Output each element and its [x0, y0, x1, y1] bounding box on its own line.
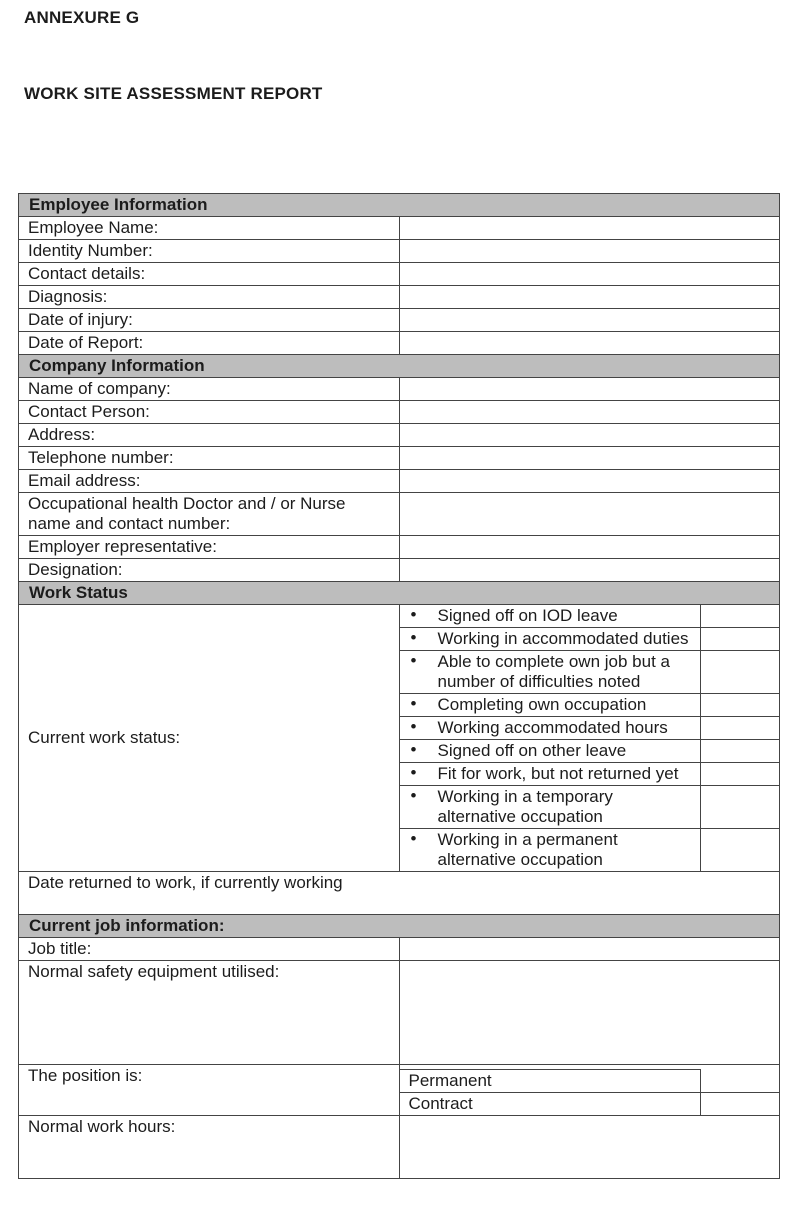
- safety-equipment-field[interactable]: [399, 961, 780, 1065]
- status-checkbox[interactable]: [701, 763, 780, 786]
- status-checkbox[interactable]: [701, 694, 780, 717]
- status-option: • Working in a permanent alternative occupation: [400, 829, 701, 872]
- field-label: Address:: [19, 424, 400, 447]
- safety-equipment-label: Normal safety equipment utilised:: [19, 961, 400, 1065]
- status-checkbox[interactable]: [701, 717, 780, 740]
- section-heading-job: Current job information:: [19, 915, 780, 938]
- telephone-field[interactable]: [399, 447, 780, 470]
- status-option: • Completing own occupation: [400, 694, 701, 717]
- field-label: Contact Person:: [19, 401, 400, 424]
- current-work-status-label: Current work status:: [19, 605, 400, 872]
- field-label: Employer representative:: [19, 536, 400, 559]
- field-label: Email address:: [19, 470, 400, 493]
- annexure-label: ANNEXURE G: [24, 8, 140, 27]
- employer-representative-field[interactable]: [399, 536, 780, 559]
- status-checkbox[interactable]: [701, 628, 780, 651]
- field-label: Employee Name:: [19, 217, 400, 240]
- occupational-health-field[interactable]: [399, 493, 780, 536]
- email-field[interactable]: [399, 470, 780, 493]
- position-label: The position is:: [19, 1065, 400, 1116]
- section-heading-employee: Employee Information: [19, 194, 780, 217]
- status-option: • Working in accommodated duties: [400, 628, 701, 651]
- designation-field[interactable]: [399, 559, 780, 582]
- status-option: • Fit for work, but not returned yet: [400, 763, 701, 786]
- work-hours-field[interactable]: [399, 1116, 780, 1179]
- field-label: Occupational health Doctor and / or Nurse name and contact number:: [19, 493, 400, 536]
- company-name-field[interactable]: [399, 378, 780, 401]
- position-checkbox[interactable]: [701, 1070, 780, 1093]
- section-heading-work-status: Work Status: [19, 582, 780, 605]
- work-hours-label: Normal work hours:: [19, 1116, 400, 1179]
- report-title: WORK SITE ASSESSMENT REPORT: [24, 84, 323, 103]
- employee-name-field[interactable]: [399, 217, 780, 240]
- field-label: Date of Report:: [19, 332, 400, 355]
- position-option-contract: Contract: [400, 1093, 701, 1116]
- date-of-report-field[interactable]: [399, 332, 780, 355]
- job-title-label: Job title:: [19, 938, 400, 961]
- work-status-options: [399, 605, 780, 872]
- date-returned-field[interactable]: [19, 872, 780, 915]
- status-option: • Working in a temporary alternative occupation: [400, 786, 701, 829]
- status-option: • Signed off on IOD leave: [400, 605, 701, 628]
- position-option-permanent: Permanent: [400, 1070, 701, 1093]
- field-label: Identity Number:: [19, 240, 400, 263]
- field-label: Designation:: [19, 559, 400, 582]
- status-checkbox[interactable]: [701, 740, 780, 763]
- field-label: Date of injury:: [19, 309, 400, 332]
- address-field[interactable]: [399, 424, 780, 447]
- status-checkbox[interactable]: [701, 651, 780, 694]
- status-checkbox[interactable]: [701, 829, 780, 872]
- position-options: [399, 1065, 780, 1116]
- date-of-injury-field[interactable]: [399, 309, 780, 332]
- identity-number-field[interactable]: [399, 240, 780, 263]
- status-option: • Signed off on other leave: [400, 740, 701, 763]
- field-label: Name of company:: [19, 378, 400, 401]
- contact-person-field[interactable]: [399, 401, 780, 424]
- field-label: Diagnosis:: [19, 286, 400, 309]
- field-label: Telephone number:: [19, 447, 400, 470]
- contact-details-field[interactable]: [399, 263, 780, 286]
- diagnosis-field[interactable]: [399, 286, 780, 309]
- position-checkbox[interactable]: [701, 1093, 780, 1116]
- assessment-form: [18, 193, 780, 1179]
- status-checkbox[interactable]: [701, 786, 780, 829]
- job-title-field[interactable]: [399, 938, 780, 961]
- status-option: • Able to complete own job but a number of difficulties noted: [400, 651, 701, 694]
- date-returned-label: Date returned to work, if currently working: [28, 873, 343, 892]
- field-label: Contact details:: [19, 263, 400, 286]
- section-heading-company: Company Information: [19, 355, 780, 378]
- status-option: • Working accommodated hours: [400, 717, 701, 740]
- status-checkbox[interactable]: [701, 605, 780, 628]
